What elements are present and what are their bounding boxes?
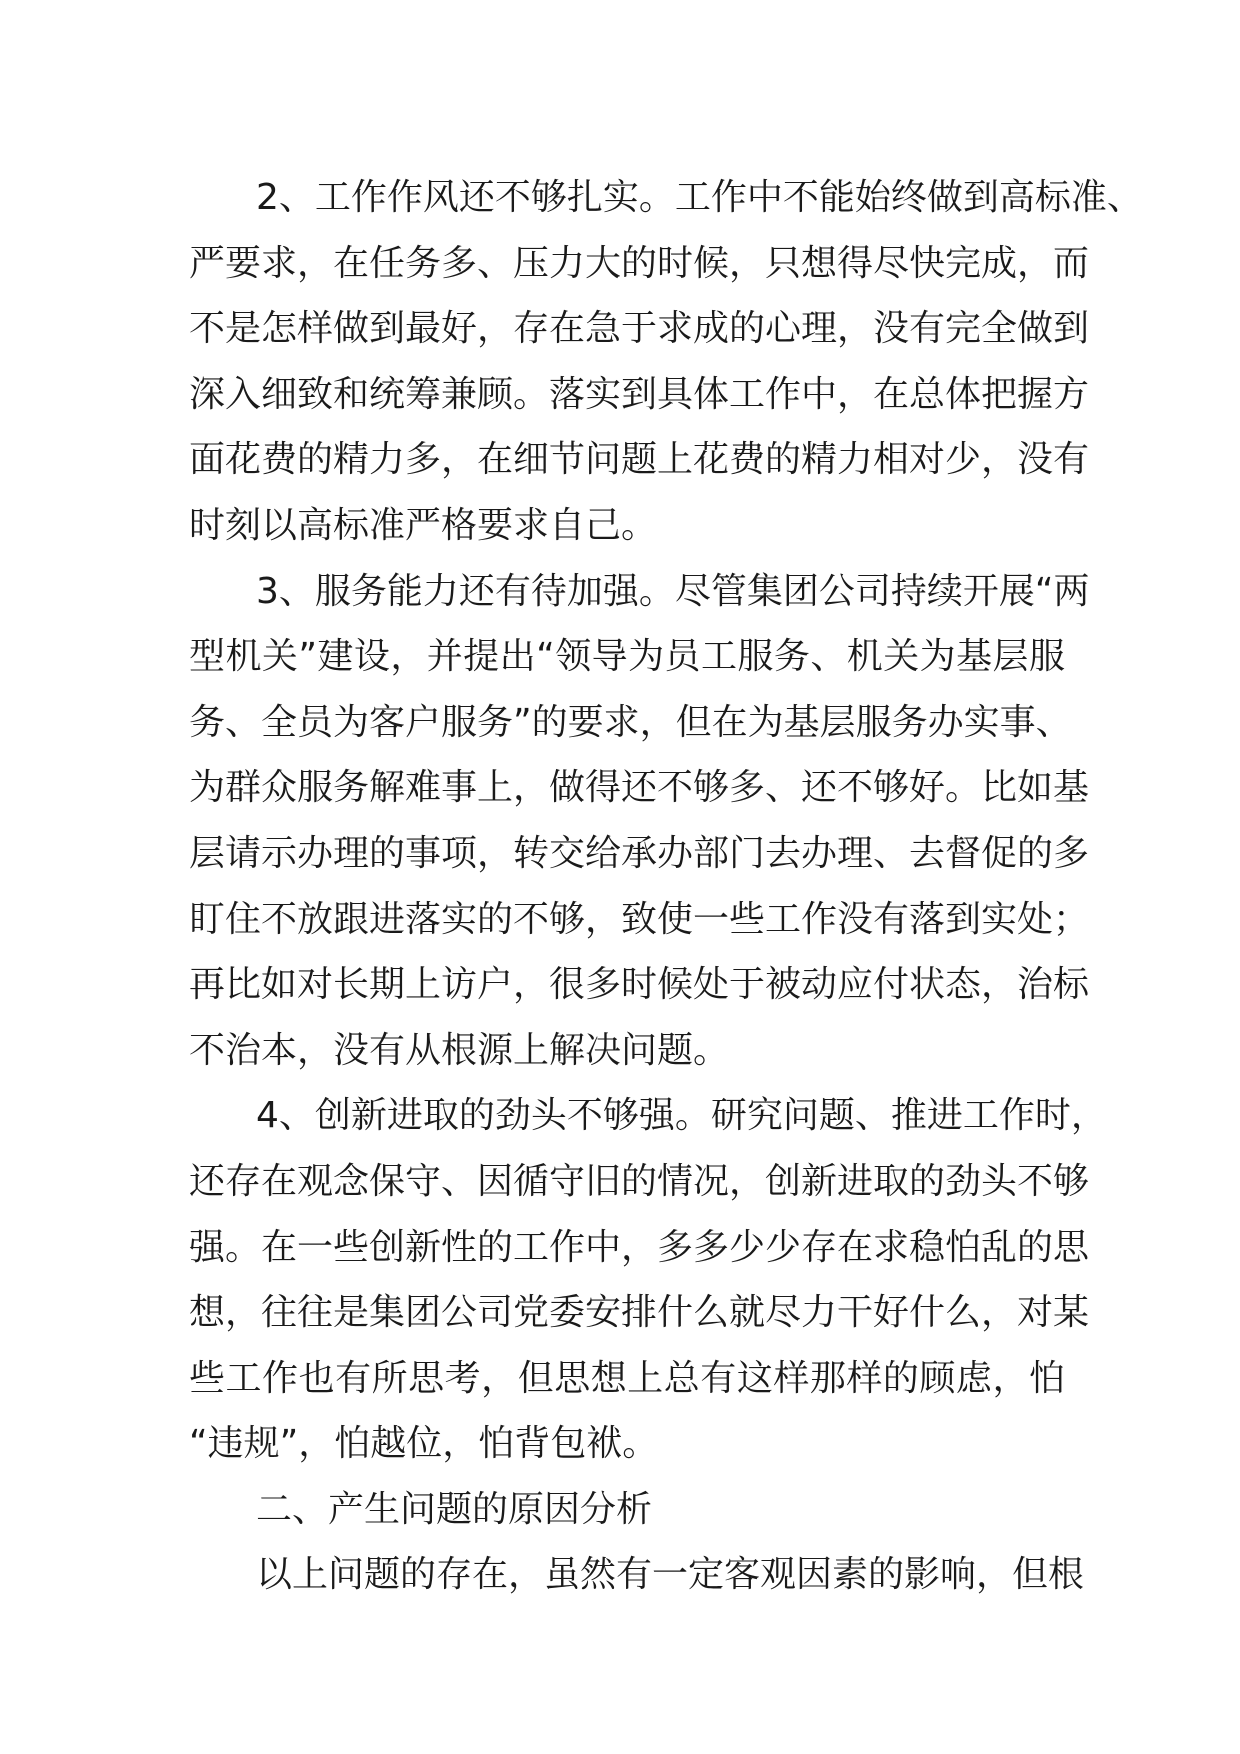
text-line: 深入细致和统筹兼顾。落实到具体工作中，在总体把握方 xyxy=(189,373,1090,415)
text-line: 2、工作作风还不够扎实。工作中不能始终做到高标准、 xyxy=(256,177,1143,218)
text-line: 层请示办理的事项，转交给承办部门去办理、去督促的多 xyxy=(189,832,1090,874)
text-line: 不治本，没有从根源上解决问题。 xyxy=(189,1029,730,1071)
section-heading: 二、产生问题的原因分析 xyxy=(256,1488,653,1530)
document-body xyxy=(189,165,1143,1608)
text-line: 3、服务能力还有待加强。尽管集团公司持续开展“两 xyxy=(256,570,1090,612)
text-line: 面花费的精力多，在细节问题上花费的精力相对少，没有 xyxy=(189,439,1090,481)
text-line: 不是怎样做到最好，存在急于求成的心理，没有完全做到 xyxy=(189,308,1090,350)
text-line: 强。在一些创新性的工作中，多多少少存在求稳怕乱的思 xyxy=(189,1226,1090,1268)
text-line: 时刻以高标准严格要求自己。 xyxy=(189,504,658,546)
text-line: 些工作也有所思考，但思想上总有这样那样的顾虑，怕 xyxy=(189,1357,1065,1399)
text-line: 想，往往是集团公司党委安排什么就尽力干好什么，对某 xyxy=(189,1292,1090,1334)
text-line: 为群众服务解难事上，做得还不够多、还不够好。比如基 xyxy=(189,767,1090,809)
text-line: 4、创新进取的劲头不够强。研究问题、推进工作时， xyxy=(256,1095,1107,1137)
text-line: 以上问题的存在，虽然有一定客观因素的影响，但根 xyxy=(256,1554,1085,1596)
text-line: 务、全员为客户服务”的要求，但在为基层服务办实事、 xyxy=(189,701,1072,743)
text-line: 盯住不放跟进落实的不够，致使一些工作没有落到实处； xyxy=(189,898,1090,940)
text-line: 型机关”建设，并提出“领导为员工服务、机关为基层服 xyxy=(189,636,1065,678)
text-line: “违规”，怕越位，怕背包袱。 xyxy=(189,1423,659,1465)
text-line: 再比如对长期上访户，很多时候处于被动应付状态，治标 xyxy=(189,964,1090,1006)
text-line: 严要求，在任务多、压力大的时候，只想得尽快完成，而 xyxy=(189,242,1090,284)
text-line: 还存在观念保守、因循守旧的情况，创新进取的劲头不够 xyxy=(189,1160,1090,1202)
